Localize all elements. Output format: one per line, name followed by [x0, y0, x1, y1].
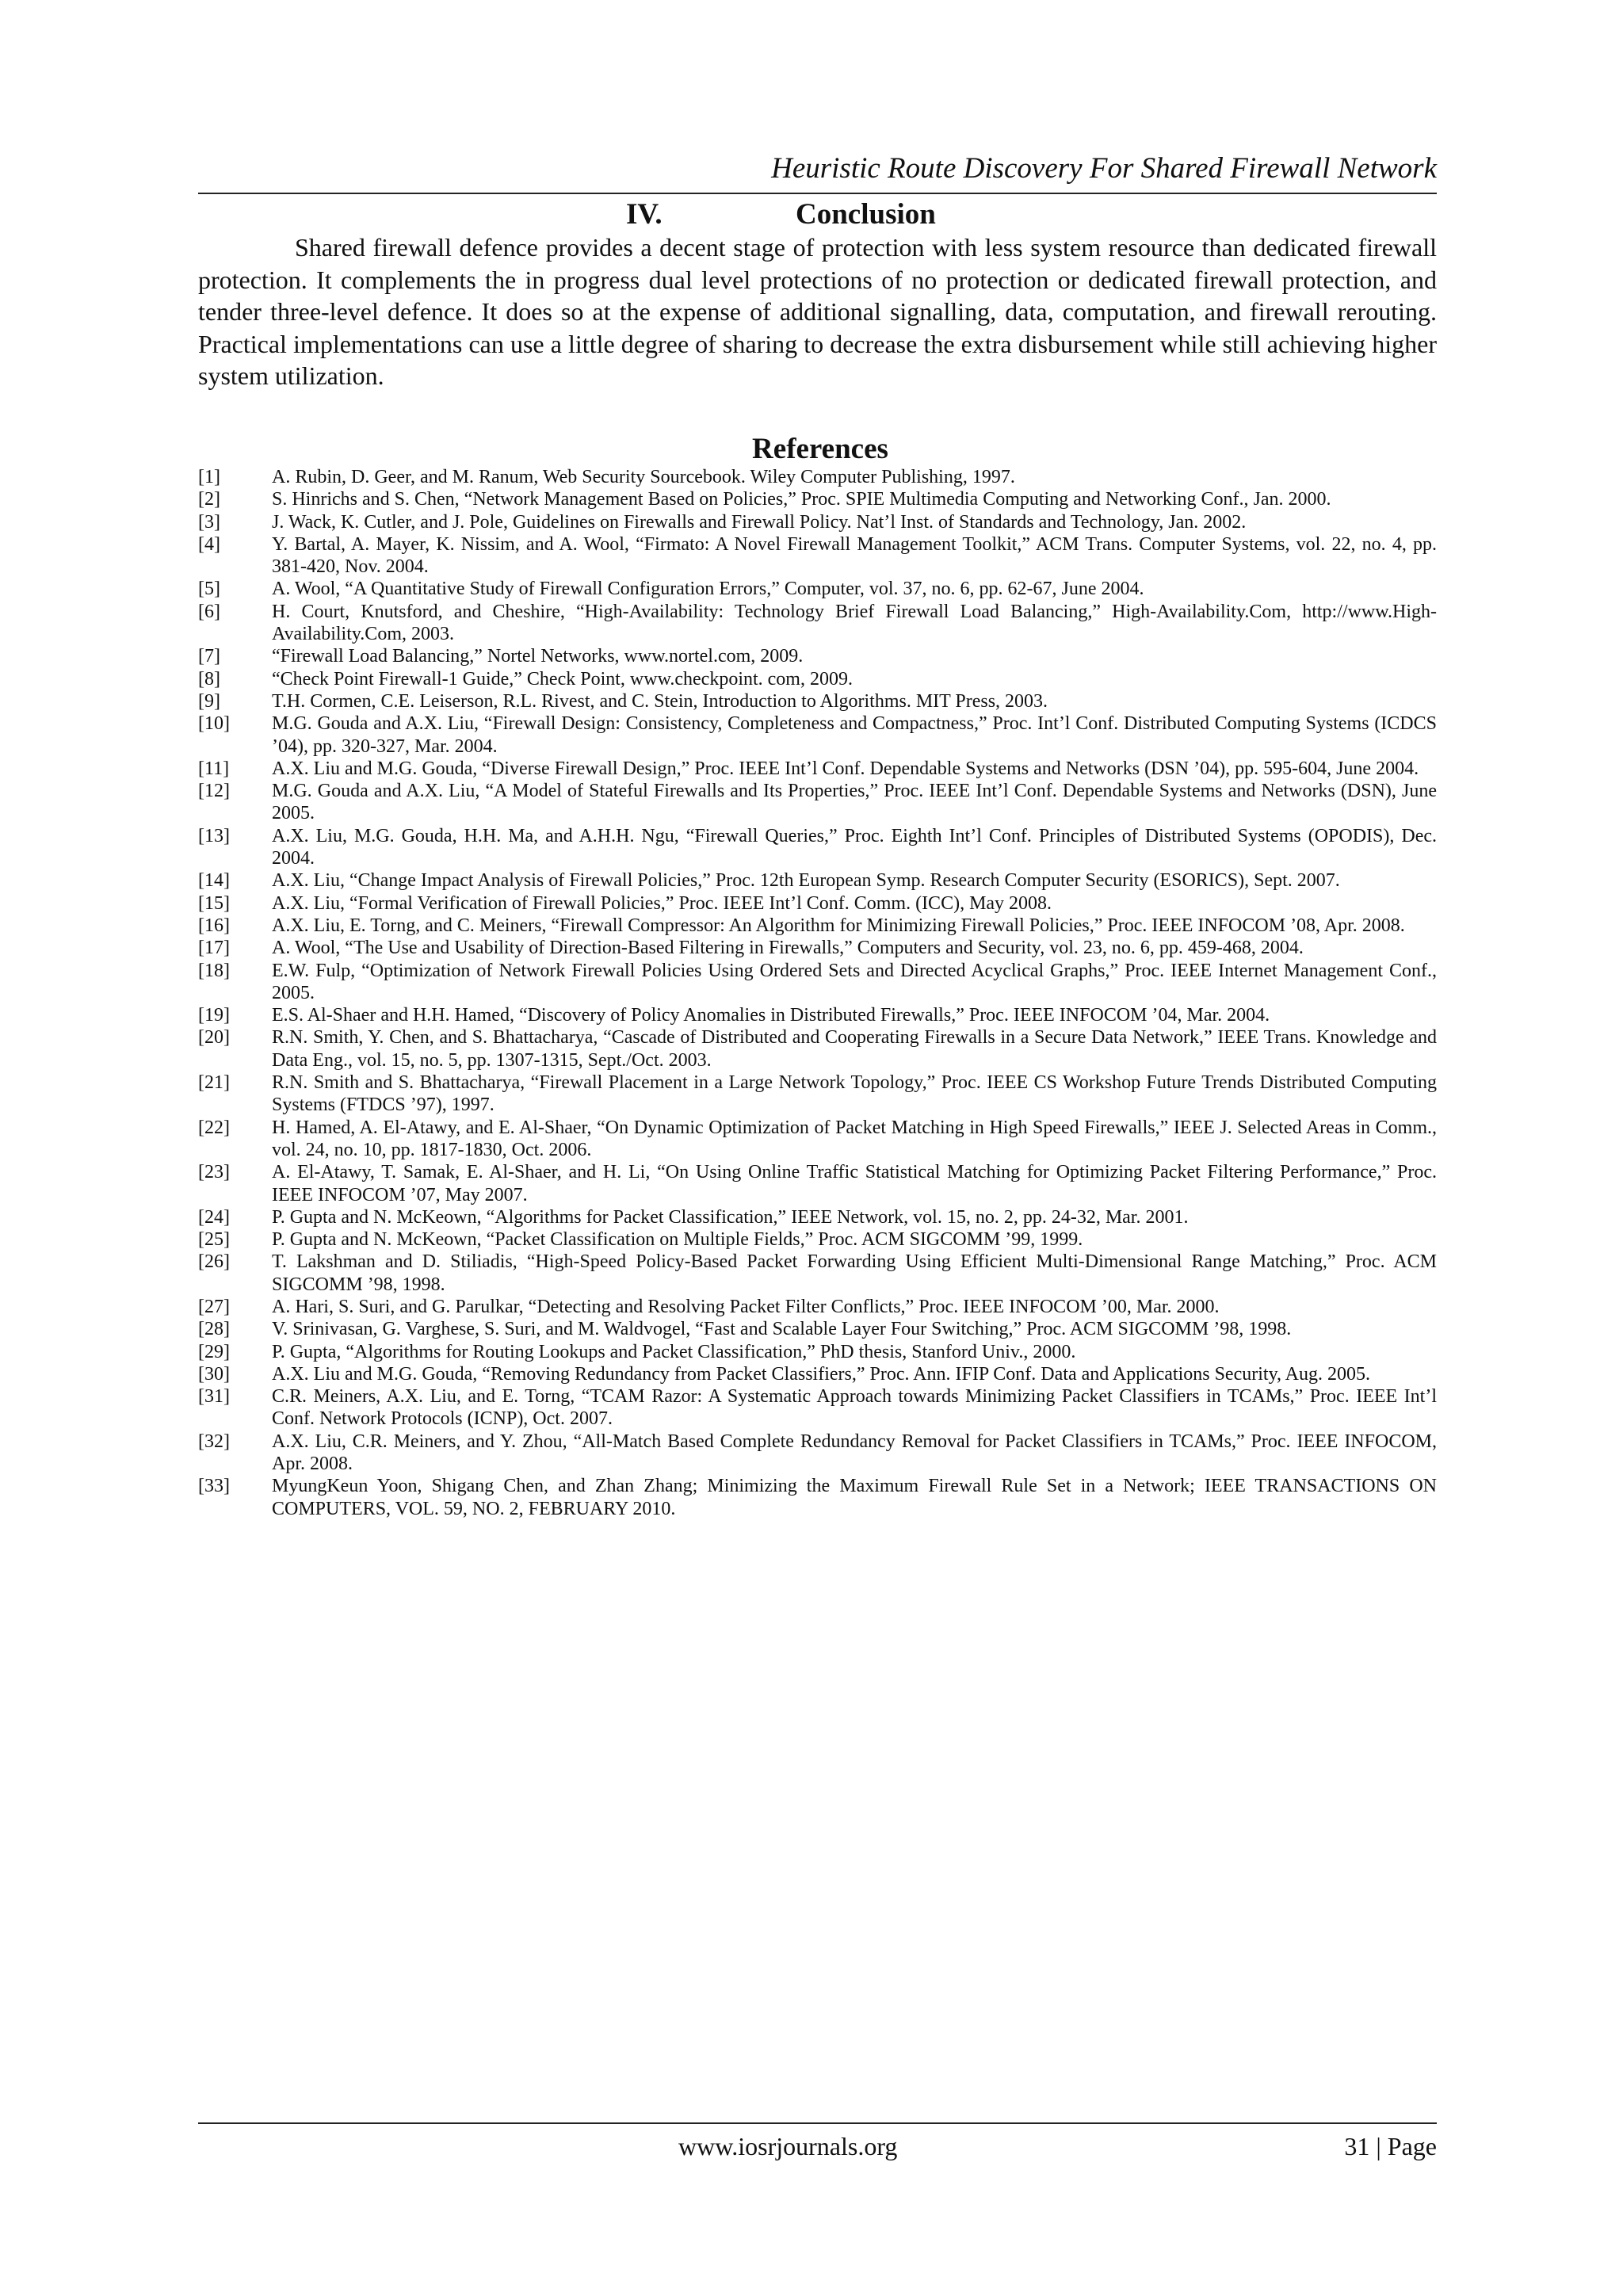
reference-text: C.R. Meiners, A.X. Liu, and E. Torng, “TCAM Razor: A Systematic Approach towards Minimizing Packet Classifiers in TCAMs,” Proc. IEEE Int’l Conf. Network Protocols (ICNP), Oct. 2007.	[272, 1386, 1437, 1430]
reference-item	[198, 937, 1437, 959]
reference-number: [4]	[198, 533, 220, 555]
section-number: IV.	[626, 198, 663, 231]
reference-text: E.S. Al-Shaer and H.H. Hamed, “Discovery of Policy Anomalies in Distributed Firewalls,” Proc. IEEE INFOCOM ’04, Mar. 2004.	[272, 1005, 1270, 1026]
reference-item	[198, 645, 1437, 667]
reference-number: [16]	[198, 915, 230, 936]
reference-number: [14]	[198, 870, 230, 892]
reference-number: [32]	[198, 1431, 230, 1452]
reference-number: [27]	[198, 1296, 230, 1317]
reference-text: A. Hari, S. Suri, and G. Parulkar, “Detecting and Resolving Packet Filter Conflicts,” Proc. IEEE INFOCOM ’00, Mar. 2000.	[272, 1296, 1220, 1317]
reference-item	[198, 1117, 1437, 1162]
reference-item	[198, 1251, 1437, 1296]
reference-item	[198, 1026, 1437, 1072]
reference-number: [7]	[198, 646, 220, 667]
reference-item	[198, 466, 1437, 488]
reference-number: [9]	[198, 690, 220, 712]
reference-number: [13]	[198, 825, 230, 846]
reference-item	[198, 1475, 1437, 1520]
reference-number: [33]	[198, 1476, 230, 1497]
reference-text: E.W. Fulp, “Optimization of Network Firewall Policies Using Ordered Sets and Directed Acyclical Graphs,” Proc. IEEE Internet Management Conf., 2005.	[272, 960, 1437, 1003]
reference-item	[198, 1431, 1437, 1476]
reference-number: [29]	[198, 1341, 230, 1362]
reference-number: [17]	[198, 938, 230, 959]
reference-text: T.H. Cormen, C.E. Leiserson, R.L. Rivest, and C. Stein, Introduction to Algorithms. MIT Press, 2003.	[272, 690, 1048, 712]
reference-text: Y. Bartal, A. Mayer, K. Nissim, and A. Wool, “Firmato: A Novel Firewall Management Toolkit,” ACM Trans. Computer Systems, vol. 22, no. 4, pp. 381-420, Nov. 2004.	[272, 533, 1437, 578]
reference-item	[198, 1072, 1437, 1117]
reference-number: [15]	[198, 892, 230, 914]
reference-number: [12]	[198, 781, 230, 802]
reference-text: A. Wool, “The Use and Usability of Direction-Based Filtering in Firewalls,” Computers and Security, vol. 23, no. 6, pp. 459-468, 2004.	[272, 938, 1304, 959]
reference-text: A.X. Liu, E. Torng, and C. Meiners, “Firewall Compressor: An Algorithm for Minimizing Firewall Policies,” Proc. IEEE INFOCOM ’08, Apr. 2008.	[272, 915, 1405, 936]
reference-text: “Check Point Firewall-1 Guide,” Check Point, www.checkpoint. com, 2009.	[272, 668, 853, 690]
reference-item	[198, 601, 1437, 646]
reference-number: [3]	[198, 511, 220, 533]
reference-text: P. Gupta, “Algorithms for Routing Lookups and Packet Classification,” PhD thesis, Stanford Univ., 2000.	[272, 1341, 1076, 1362]
reference-text: M.G. Gouda and A.X. Liu, “Firewall Design: Consistency, Completeness and Compactness,” Proc. Int’l Conf. Distributed Computing Systems (ICDCS ’04), pp. 320-327, Mar. 2004.	[272, 713, 1437, 757]
reference-item	[198, 869, 1437, 892]
reference-item	[198, 1385, 1437, 1431]
reference-number: [18]	[198, 960, 230, 981]
reference-item	[198, 668, 1437, 690]
reference-number: [2]	[198, 489, 220, 510]
reference-number: [20]	[198, 1027, 230, 1049]
reference-number: [10]	[198, 713, 230, 735]
reference-text: A. Wool, “A Quantitative Study of Firewall Configuration Errors,” Computer, vol. 37, no. 6, pp. 62-67, June 2004.	[272, 579, 1144, 600]
reference-text: A. El-Atawy, T. Samak, E. Al-Shaer, and H. Li, “On Using Online Traffic Statistical Matching for Optimizing Packet Filtering Performance,” Proc. IEEE INFOCOM ’07, May 2007.	[272, 1162, 1437, 1205]
reference-number: [8]	[198, 668, 220, 690]
references-heading: References	[752, 433, 888, 465]
reference-item	[198, 960, 1437, 1005]
running-header: Heuristic Route Discovery For Shared Firewall Network	[771, 152, 1437, 185]
reference-item	[198, 578, 1437, 600]
reference-item	[198, 690, 1437, 712]
reference-list	[198, 466, 1437, 1520]
reference-text: A.X. Liu, “Formal Verification of Firewall Policies,” Proc. IEEE Int’l Conf. Comm. (ICC), May 2008.	[272, 892, 1052, 914]
reference-text: A.X. Liu, C.R. Meiners, and Y. Zhou, “All-Match Based Complete Redundancy Removal for Packet Classifiers in TCAMs,” Proc. IEEE INFOCOM, Apr. 2008.	[272, 1431, 1437, 1475]
reference-item	[198, 758, 1437, 780]
reference-item	[198, 825, 1437, 870]
reference-text: S. Hinrichs and S. Chen, “Network Management Based on Policies,” Proc. SPIE Multimedia Computing and Networking Conf., Jan. 2000.	[272, 489, 1331, 510]
reference-text: “Firewall Load Balancing,” Nortel Networks, www.nortel.com, 2009.	[272, 646, 804, 667]
section-heading	[0, 197, 1623, 233]
reference-item	[198, 1341, 1437, 1363]
reference-item	[198, 1206, 1437, 1228]
page-number: 31 | Page	[1344, 2132, 1437, 2160]
conclusion-paragraph: Shared firewall defence provides a decent stage of protection with less system resource than dedicated firewall protection. It complements the in progress dual level protections of no protection or dedicated firewall protection, and tender three-level defence. It does so at the expense of additional signalling, data, computation, and firewall rerouting. Practical implementations can use a little degree of sharing to decrease the extra disbursement while still achieving higher system utilization.	[198, 233, 1437, 391]
reference-number: [30]	[198, 1363, 230, 1385]
reference-item	[198, 1296, 1437, 1318]
reference-text: H. Court, Knutsford, and Cheshire, “High-Availability: Technology Brief Firewall Load Balancing,” High-Availability.Com, http://www.High-Availability.Com, 2003.	[272, 601, 1437, 645]
reference-number: [5]	[198, 579, 220, 600]
reference-text: A.X. Liu and M.G. Gouda, “Diverse Firewall Design,” Proc. IEEE Int’l Conf. Dependable Systems and Networks (DSN ’04), pp. 595-604, June 2004.	[272, 758, 1419, 779]
reference-number: [25]	[198, 1229, 230, 1251]
reference-text: A. Rubin, D. Geer, and M. Ranum, Web Security Sourcebook. Wiley Computer Publishing, 1997.	[272, 467, 1015, 487]
reference-item	[198, 1228, 1437, 1251]
reference-text: V. Srinivasan, G. Varghese, S. Suri, and M. Waldvogel, “Fast and Scalable Layer Four Switching,” Proc. ACM SIGCOMM ’98, 1998.	[272, 1319, 1292, 1340]
reference-number: [31]	[198, 1386, 230, 1408]
reference-item	[198, 1004, 1437, 1026]
reference-item	[198, 915, 1437, 937]
reference-text: T. Lakshman and D. Stiliadis, “High-Speed Policy-Based Packet Forwarding Using Efficient Multi-Dimensional Range Matching,” Proc. ACM SIGCOMM ’98, 1998.	[272, 1251, 1437, 1295]
reference-item	[198, 533, 1437, 579]
reference-item	[198, 780, 1437, 825]
reference-number: [22]	[198, 1117, 230, 1138]
reference-item	[198, 1161, 1437, 1206]
reference-text: R.N. Smith and S. Bhattacharya, “Firewall Placement in a Large Network Topology,” Proc. IEEE CS Workshop Future Trends Distributed Computing Systems (FTDCS ’97), 1997.	[272, 1072, 1437, 1116]
reference-text: A.X. Liu, “Change Impact Analysis of Firewall Policies,” Proc. 12th European Symp. Research Computer Security (ESORICS), Sept. 2007.	[272, 870, 1340, 892]
reference-item	[198, 488, 1437, 510]
reference-number: [11]	[198, 758, 230, 779]
reference-text: A.X. Liu, M.G. Gouda, H.H. Ma, and A.H.H. Ngu, “Firewall Queries,” Proc. Eighth Int’l Conf. Principles of Distributed Systems (OPODIS), Dec. 2004.	[272, 825, 1437, 869]
reference-number: [19]	[198, 1005, 230, 1026]
reference-number: [23]	[198, 1162, 230, 1183]
reference-text: J. Wack, K. Cutler, and J. Pole, Guidelines on Firewalls and Firewall Policy. Nat’l Inst. of Standards and Technology, Jan. 2002.	[272, 511, 1247, 533]
reference-number: [26]	[198, 1251, 230, 1273]
footer-url: www.iosrjournals.org	[678, 2132, 898, 2160]
reference-text: R.N. Smith, Y. Chen, and S. Bhattacharya, “Cascade of Distributed and Cooperating Firewalls in a Secure Data Network,” IEEE Trans. Knowledge and Data Eng., vol. 15, no. 5, pp. 1307-1315, Sept./Oct. 2003.	[272, 1027, 1437, 1071]
section-title: Conclusion	[796, 198, 936, 231]
reference-text: A.X. Liu and M.G. Gouda, “Removing Redundancy from Packet Classifiers,” Proc. Ann. IFIP Conf. Data and Applications Security, Aug. 2005.	[272, 1363, 1371, 1385]
reference-number: [24]	[198, 1206, 230, 1228]
reference-item	[198, 1318, 1437, 1340]
header-rule	[198, 193, 1437, 194]
reference-text: P. Gupta and N. McKeown, “Packet Classification on Multiple Fields,” Proc. ACM SIGCOMM ’99, 1999.	[272, 1229, 1083, 1251]
reference-number: [6]	[198, 601, 220, 622]
footer-rule	[198, 2122, 1437, 2124]
reference-text: P. Gupta and N. McKeown, “Algorithms for Packet Classification,” IEEE Network, vol. 15, no. 2, pp. 24-32, Mar. 2001.	[272, 1206, 1189, 1228]
reference-item	[198, 511, 1437, 533]
reference-number: [1]	[198, 467, 220, 487]
reference-number: [28]	[198, 1319, 230, 1340]
reference-text: MyungKeun Yoon, Shigang Chen, and Zhan Zhang; Minimizing the Maximum Firewall Rule Set in a Network; IEEE TRANSACTIONS ON COMPUTERS, VOL. 59, NO. 2, FEBRUARY 2010.	[272, 1476, 1437, 1519]
reference-text: M.G. Gouda and A.X. Liu, “A Model of Stateful Firewalls and Its Properties,” Proc. IEEE Int’l Conf. Dependable Systems and Networks (DSN), June 2005.	[272, 781, 1437, 824]
reference-item	[198, 712, 1437, 758]
reference-number: [21]	[198, 1072, 230, 1094]
reference-item	[198, 892, 1437, 915]
reference-item	[198, 1363, 1437, 1385]
reference-text: H. Hamed, A. El-Atawy, and E. Al-Shaer, “On Dynamic Optimization of Packet Matching in High Speed Firewalls,” IEEE J. Selected Areas in Comm., vol. 24, no. 10, pp. 1817-1830, Oct. 2006.	[272, 1117, 1437, 1160]
